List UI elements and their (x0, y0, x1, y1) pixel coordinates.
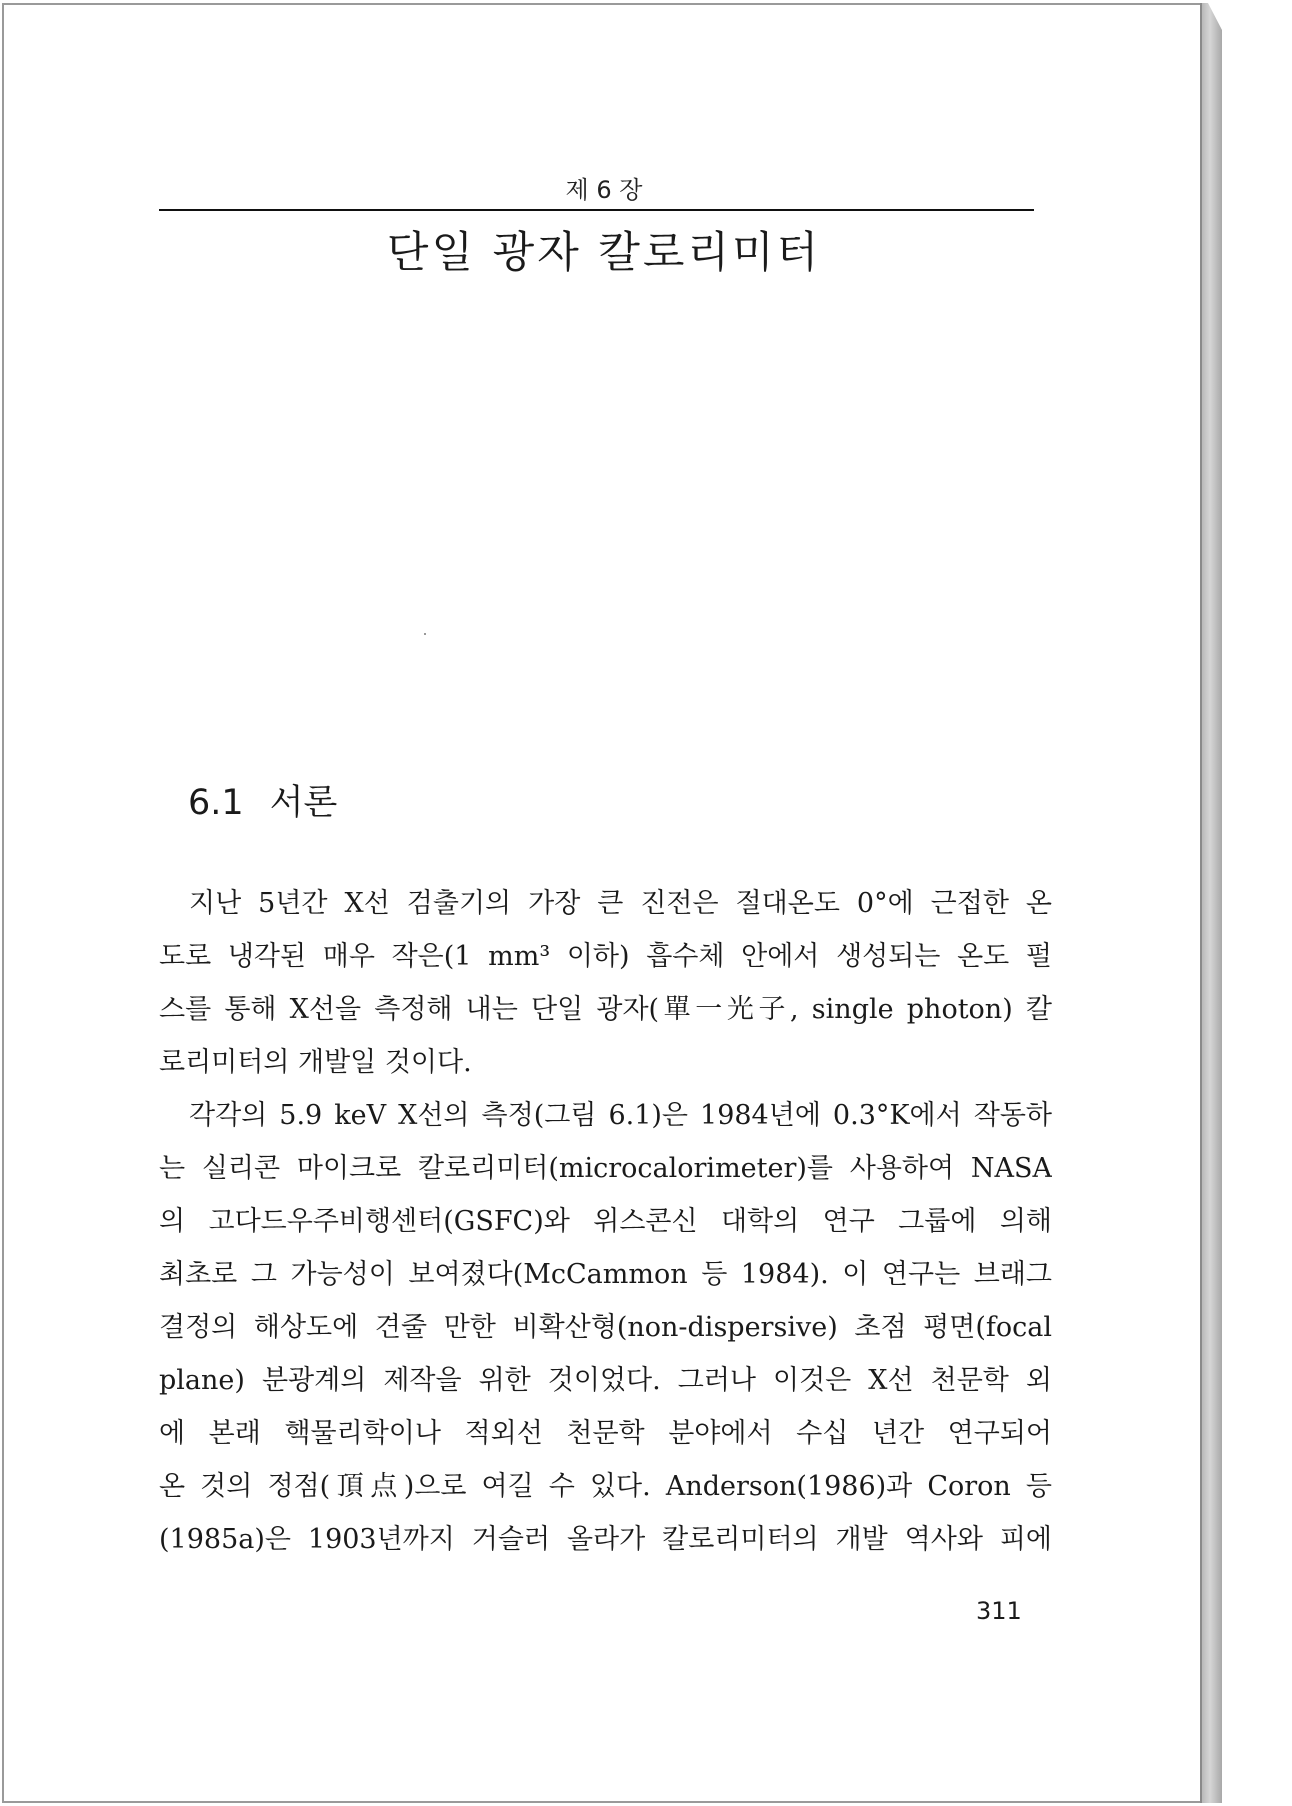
text-line: (1985a)은 1903년까지 거슬러 올라가 칼로리미터의 개발 역사와 피에 (159, 1524, 1052, 1555)
page-number: 311 (976, 1597, 1022, 1625)
text-line: 도로 냉각된 매우 작은(1 mm³ 이하) 흡수체 안에서 생성되는 온도 펄 (159, 941, 1052, 972)
scan-speck (424, 633, 426, 635)
page-edge-shadow (1202, 3, 1222, 1803)
chapter-label: 제 6 장 (565, 176, 643, 204)
body-text (159, 877, 1052, 1566)
text-line: 스를 통해 X선을 측정해 내는 단일 광자(單一光子, single photon) 칼 (159, 994, 1052, 1025)
text-line: 결정의 해상도에 견줄 만한 비확산형(non-dispersive) 초점 평면(focal (159, 1312, 1052, 1343)
text-line: 최초로 그 가능성이 보여졌다(McCammon 등 1984). 이 연구는 브래그 (159, 1259, 1052, 1290)
text-line: 로리미터의 개발일 것이다. (159, 1047, 472, 1078)
section-title: 서론 (269, 783, 338, 823)
chapter-rule (159, 209, 1034, 211)
text-line: 지난 5년간 X선 검출기의 가장 큰 진전은 절대온도 0°에 근접한 온 (189, 888, 1052, 919)
paragraph-1 (159, 877, 1052, 1089)
text-line: 는 실리콘 마이크로 칼로리미터(microcalorimeter)를 사용하여 NASA (159, 1153, 1052, 1184)
book-page (2, 3, 1202, 1803)
text-line: 의 고다드우주비행센터(GSFC)와 위스콘신 대학의 연구 그룹에 의해 (159, 1206, 1052, 1237)
chapter-title: 단일 광자 칼로리미터 (386, 228, 822, 278)
text-line: 에 본래 핵물리학이나 적외선 천문학 분야에서 수십 년간 연구되어 (159, 1418, 1052, 1449)
text-line: plane) 분광계의 제작을 위한 것이었다. 그러나 이것은 X선 천문학 외 (159, 1365, 1052, 1396)
paragraph-2 (159, 1089, 1052, 1566)
section-heading (188, 775, 337, 825)
section-number: 6.1 (188, 783, 244, 823)
text-line: 온 것의 정점(頂点)으로 여길 수 있다. Anderson(1986)과 Coron 등 (159, 1471, 1052, 1502)
text-line: 각각의 5.9 keV X선의 측정(그림 6.1)은 1984년에 0.3°K에서 작동하 (189, 1100, 1052, 1131)
